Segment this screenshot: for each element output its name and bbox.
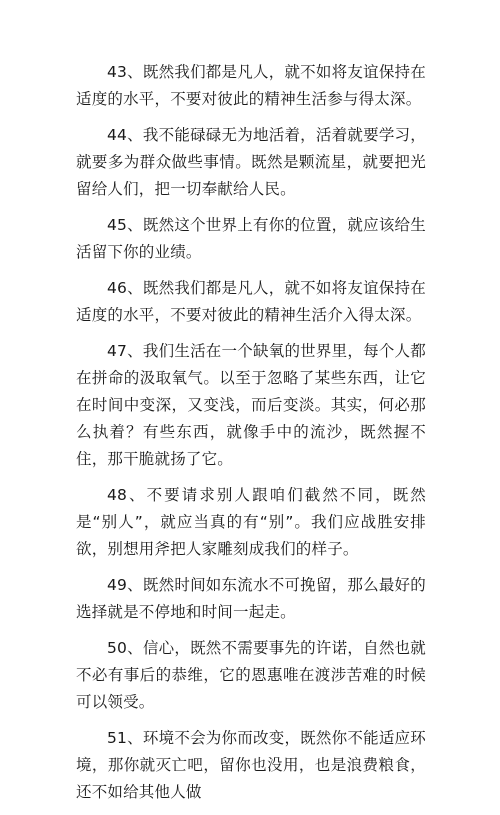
paragraph-50: 50、信心，既然不需要事先的许诺，自然也就不必有事后的恭维，它的恩惠唯在渡涉苦难的时候可以领受。 xyxy=(76,639,426,711)
paragraph-49: 49、既然时间如东流水不可挽留，那么最好的选择就是不停地和时间一起走。 xyxy=(76,576,426,621)
document-body xyxy=(76,59,426,815)
paragraph-47: 47、我们生活在一个缺氧的世界里，每个人都在拼命的汲取氧气。以至于忽略了某些东西，让它在时间中变深，又变浅，而后变淡。其实，何必那么执着？有些东西，就像手中的流沙，既然握不住，那干脆就扬了它。 xyxy=(76,342,426,468)
paragraph-46: 46、既然我们都是凡人，就不如将友谊保持在适度的水平，不要对彼此的精神生活介入得太深。 xyxy=(76,279,426,324)
paragraph-44: 44、我不能碌碌无为地活着，活着就要学习，就要多为群众做些事情。既然是颗流星，就要把光留给人们，把一切奉献给人民。 xyxy=(76,126,426,198)
paragraph-43: 43、既然我们都是凡人，就不如将友谊保持在适度的水平，不要对彼此的精神生活参与得太深。 xyxy=(76,63,426,108)
paragraph-45: 45、既然这个世界上有你的位置，就应该给生活留下你的业绩。 xyxy=(76,216,426,261)
paragraph-48: 48、不要请求别人跟咱们截然不同，既然是“别人”，就应当真的有“别”。我们应战胜安排欲，别想用斧把人家雕刻成我们的样子。 xyxy=(76,486,426,558)
paragraph-51: 51、环境不会为你而改变，既然你不能适应环境，那你就灭亡吧，留你也没用，也是浪费粮食，还不如给其他人做 xyxy=(76,729,426,801)
